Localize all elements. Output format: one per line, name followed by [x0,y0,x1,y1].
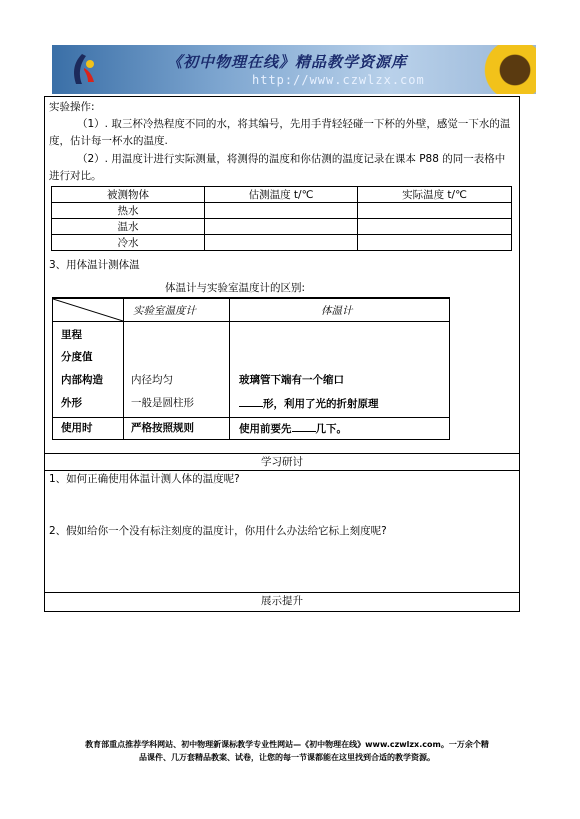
clinical-structure-value: 玻璃管下端有一个缩口 [239,374,344,386]
header-banner [52,45,536,94]
site-logo-icon [62,50,102,90]
sunflower-decoration-icon [480,45,536,94]
input-cell[interactable] [205,203,358,219]
shape-blank[interactable] [239,395,263,407]
lab-usage-value: 严格按照规则 [131,422,194,434]
col-header-lab-thermometer: 实验室温度计 [133,305,196,317]
row-label-range: 里程 [61,329,82,341]
lab-shape-value: 一般是圆柱形 [131,397,194,409]
banner-url[interactable]: http://www.czwlzx.com [252,73,425,87]
study-discussion-title: 学习研讨 [261,456,303,468]
col-header-clinical-thermometer: 体温计 [321,305,353,317]
table-row [52,235,512,251]
row-label-shape: 外形 [61,397,82,409]
worksheet-frame [44,96,520,612]
clinical-usage-value: 使用前要先 几下。 [239,420,347,436]
question-2: 2、假如给你一个没有标注刻度的温度计，你用什么办法给它标上刻度呢? [49,525,387,537]
clinical-shape-value: 形，利用了光的折射原理 [239,395,379,411]
experiment-step-2: （2）. 用温度计进行实际测量，将测得的温度和你估测的温度记录在课本 P88 的同一表格中进行对比。 [49,153,506,182]
temperature-table [51,186,512,251]
input-cell[interactable] [358,203,512,219]
show-improve-title: 展示提升 [261,595,303,607]
row-label-division: 分度值 [61,351,93,363]
question-1: 1、如何正确使用体温计测人体的温度呢? [49,473,240,485]
lab-structure-value: 内径均匀 [131,374,173,386]
col-header-estimated: 估测温度 t/℃ [205,187,358,203]
row-label-hot: 热水 [52,203,205,219]
row-label-cold: 冷水 [52,235,205,251]
footer-line-2: 品课件、几万套精品教案、试卷，让您的每一节课都能在这里找到合适的教学资源。 [139,753,435,762]
row-label-usage: 使用时 [61,422,93,434]
table-row [52,203,512,219]
usage-blank[interactable] [292,420,316,432]
section-3-heading: 3、用体温计测体温 [49,259,140,271]
table-header-row [52,187,512,203]
input-cell[interactable] [205,235,358,251]
diagonal-header-line [53,299,123,321]
banner-title: 《初中物理在线》精品教学资源库 [167,53,408,71]
comparison-subheading: 体温计与实验室温度计的区别: [165,282,306,294]
row-label-warm: 温水 [52,219,205,235]
table-row [52,219,512,235]
input-cell[interactable] [358,235,512,251]
footer-line-1: 教育部重点推荐学科网站、初中物理新课标教学专业性网站—《初中物理在线》www.czwlzx.com。一万余个精 [85,740,489,749]
col-header-actual: 实际温度 t/℃ [358,187,512,203]
experiment-heading: 实验操作: [49,101,95,113]
input-cell[interactable] [358,219,512,235]
experiment-step-1: （1）. 取三杯冷热程度不同的水，将其编号，先用手背轻轻碰一下杯的外壁，感觉一下水的温度，估计每一杯水的温度. [49,118,511,147]
page-footer [44,738,530,764]
row-label-structure: 内部构造 [61,374,103,386]
col-header-object: 被测物体 [52,187,205,203]
input-cell[interactable] [205,219,358,235]
thermometer-comparison-table [52,297,450,440]
